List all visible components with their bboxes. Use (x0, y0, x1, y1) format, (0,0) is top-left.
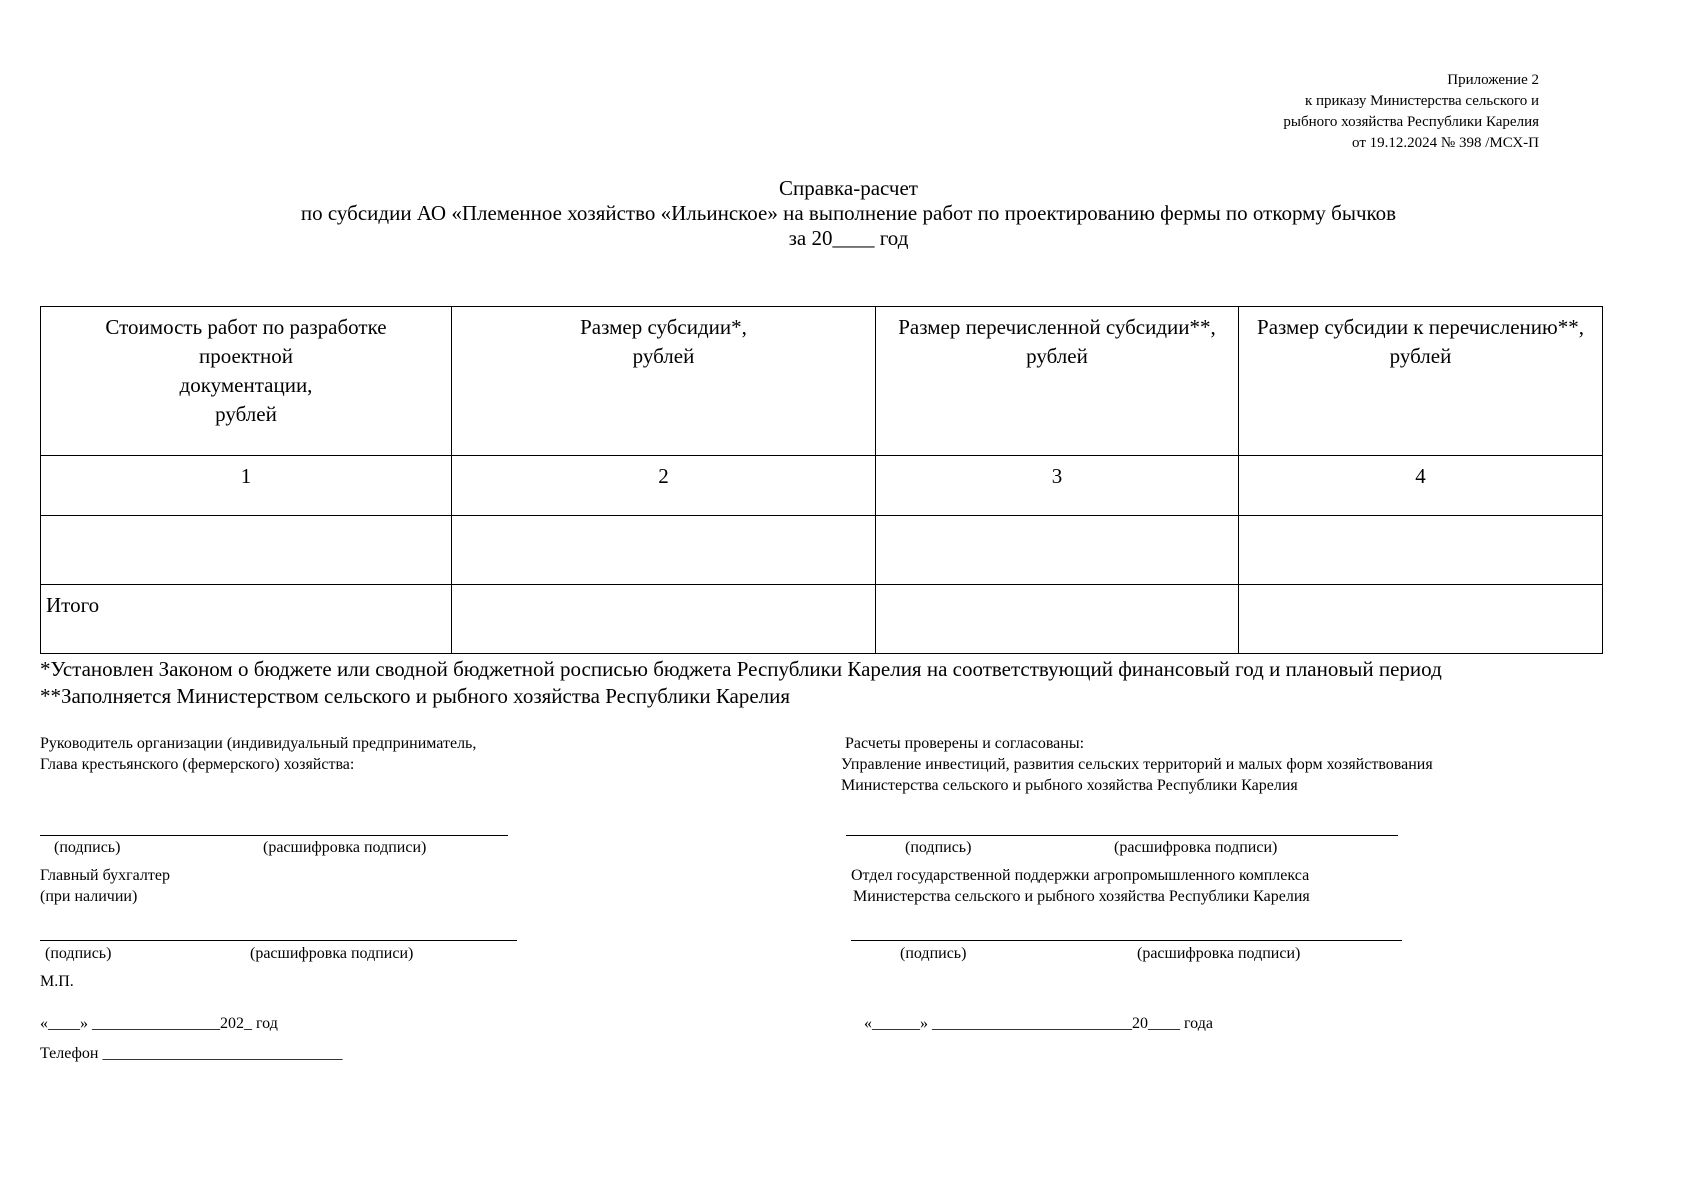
right-dept-line-1: Отдел государственной поддержки агропромышленного комплекса (851, 867, 1310, 884)
appendix-line: рыбного хозяйства Республики Карелия (1283, 114, 1539, 130)
right-signature-line-2[interactable] (851, 940, 1402, 941)
left-accountant-line-2: (при наличии) (40, 888, 138, 905)
column-number: 2 (452, 456, 876, 516)
header-transferred-subsidy: Размер перечисленной субсидии**, рублей (876, 307, 1239, 456)
left-decode-label-2: (расшифровка подписи) (250, 945, 414, 962)
phone-line: Телефон ______________________________ (40, 1045, 343, 1062)
appendix-reference (1283, 70, 1539, 154)
header-cost-of-design-work: Стоимость работ по разработке проектной документации, рублей (41, 307, 452, 456)
header-subsidy-to-transfer: Размер субсидии к перечислению**, рублей (1239, 307, 1603, 456)
column-number: 3 (876, 456, 1239, 516)
stamp-placeholder: М.П. (40, 973, 74, 990)
left-signature-line-1[interactable] (40, 835, 508, 836)
footnotes (40, 656, 1442, 710)
left-signature-line-2[interactable] (40, 940, 517, 941)
right-sign-label-2: (подпись) (900, 945, 967, 962)
calculation-table (40, 306, 1603, 654)
appendix-line: Приложение 2 (1447, 72, 1539, 88)
table-header-row (41, 307, 1603, 456)
total-label: Итого (41, 585, 452, 654)
left-accountant-line-1: Главный бухгалтер (40, 867, 170, 884)
title-line-2: по субсидии АО «Племенное хозяйство «Ильинское» на выполнение работ по проектированию фермы по откорму бычков (300, 201, 1397, 225)
right-decode-label-2: (расшифровка подписи) (1137, 945, 1301, 962)
table-cell[interactable] (1239, 516, 1603, 585)
right-dept-line-2: Министерства сельского и рыбного хозяйства Республики Карелия (853, 888, 1310, 905)
column-number: 1 (41, 456, 452, 516)
appendix-line: от 19.12.2024 № 398 /МСХ-П (1352, 135, 1539, 151)
left-head-line-1: Руководитель организации (индивидуальный предприниматель, (40, 735, 477, 752)
table-cell[interactable] (41, 516, 452, 585)
appendix-line: к приказу Министерства сельского и (1304, 93, 1539, 109)
document-title (0, 176, 1697, 251)
column-number: 4 (1239, 456, 1603, 516)
right-sign-label-1: (подпись) (905, 839, 972, 856)
title-line-1: Справка-расчет (779, 176, 918, 200)
right-signature-line-1[interactable] (846, 835, 1398, 836)
left-sign-label-1: (подпись) (54, 839, 121, 856)
right-decode-label-1: (расшифровка подписи) (1114, 839, 1278, 856)
right-checked-line-1: Расчеты проверены и согласованы: (845, 735, 1085, 752)
header-subsidy-amount: Размер субсидии*, рублей (452, 307, 876, 456)
left-decode-label-1: (расшифровка подписи) (263, 839, 427, 856)
table-total-row (41, 585, 1603, 654)
title-line-3: за 20____ год (788, 226, 909, 250)
table-row (41, 516, 1603, 585)
total-cell[interactable] (876, 585, 1239, 654)
total-cell[interactable] (452, 585, 876, 654)
right-checked-line-3: Министерства сельского и рыбного хозяйства Республики Карелия (841, 777, 1298, 794)
footnote-1: *Установлен Законом о бюджете или сводной бюджетной росписью бюджета Республики Карелия на соответствующий финансовый год и плановый период (40, 657, 1442, 681)
table-cell[interactable] (876, 516, 1239, 585)
left-head-line-2: Глава крестьянского (фермерского) хозяйства: (40, 756, 355, 773)
total-cell[interactable] (1239, 585, 1603, 654)
left-sign-label-2: (подпись) (45, 945, 112, 962)
right-date-line: «______» _________________________20____ года (864, 1015, 1213, 1032)
table-column-numbers-row (41, 456, 1603, 516)
footnote-2: **Заполняется Министерством сельского и рыбного хозяйства Республики Карелия (40, 684, 791, 708)
table-cell[interactable] (452, 516, 876, 585)
right-checked-line-2: Управление инвестиций, развития сельских территорий и малых форм хозяйствования (841, 756, 1433, 773)
left-date-line: «____» ________________202_ год (40, 1015, 278, 1032)
